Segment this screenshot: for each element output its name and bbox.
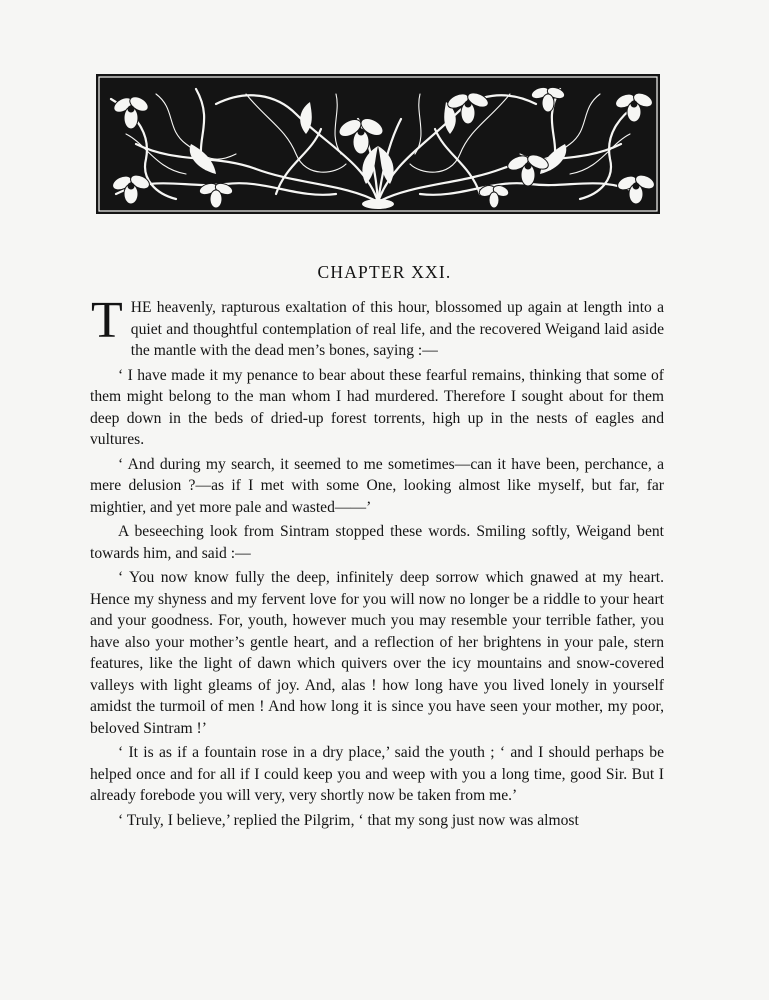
drop-cap: T xyxy=(91,292,123,349)
paragraph: ‘ It is as if a fountain rose in a dry place,’ said the youth ; ‘ and I should perhaps be helped once and for all if I could keep you and weep with you a long time, good Sir. But I already forebode you will very, very shortly now be taken from me.’ xyxy=(90,744,664,804)
paragraph: A beseeching look from Sintram stopped these words. Smiling softly, Weigand bent towards him, and said :— xyxy=(90,523,664,562)
paragraph-text: HE heavenly, rapturous exaltation of this hour, blossomed up again at length into a quiet and thoughtful contemplation of real life, and the recovered Weigand laid aside the mantle with the dead men’s bones, saying :— xyxy=(130,299,664,359)
floral-vine-ornament-icon xyxy=(96,74,660,214)
paragraph xyxy=(90,292,664,362)
body-text xyxy=(90,292,664,834)
paragraph: ‘ And during my search, it seemed to me sometimes—can it have been, perchance, a mere delusion ?—as if I met with some One, looking almost like myself, but far, far mightier, and yet more pale and wasted——’ xyxy=(90,455,664,516)
chapter-title: CHAPTER XXI. xyxy=(317,262,452,282)
paragraph: ‘ Truly, I believe,’ replied the Pilgrim, ‘ that my song just now was almost xyxy=(118,811,579,829)
paragraph: ‘ I have made it my penance to bear about these fearful remains, thinking that some of them might belong to the man whom I had murdered. Therefore I sought about for them deep down in the beds of dried-up forest torrents, high up in the nests of eagles and vultures. xyxy=(90,366,664,448)
paragraph: ‘ You now know fully the deep, infinitely deep sorrow which gnawed at my heart. Hence my shyness and my fervent love for you will now no longer be a riddle to your heart and your goodness. For, youth, however much you may resemble your terrible father, you have also your mother’s gentle heart, and a reflection of her brightens in your pale, stern features, like the light of dawn which quivers over the icy mountains and snow-covered valleys with light gleams of joy. And, alas ! how long have you lived lonely in yourself amidst the turmoil of men ! And how long it is since you have seen your mother, my poor, beloved Sintram !’ xyxy=(90,569,664,737)
